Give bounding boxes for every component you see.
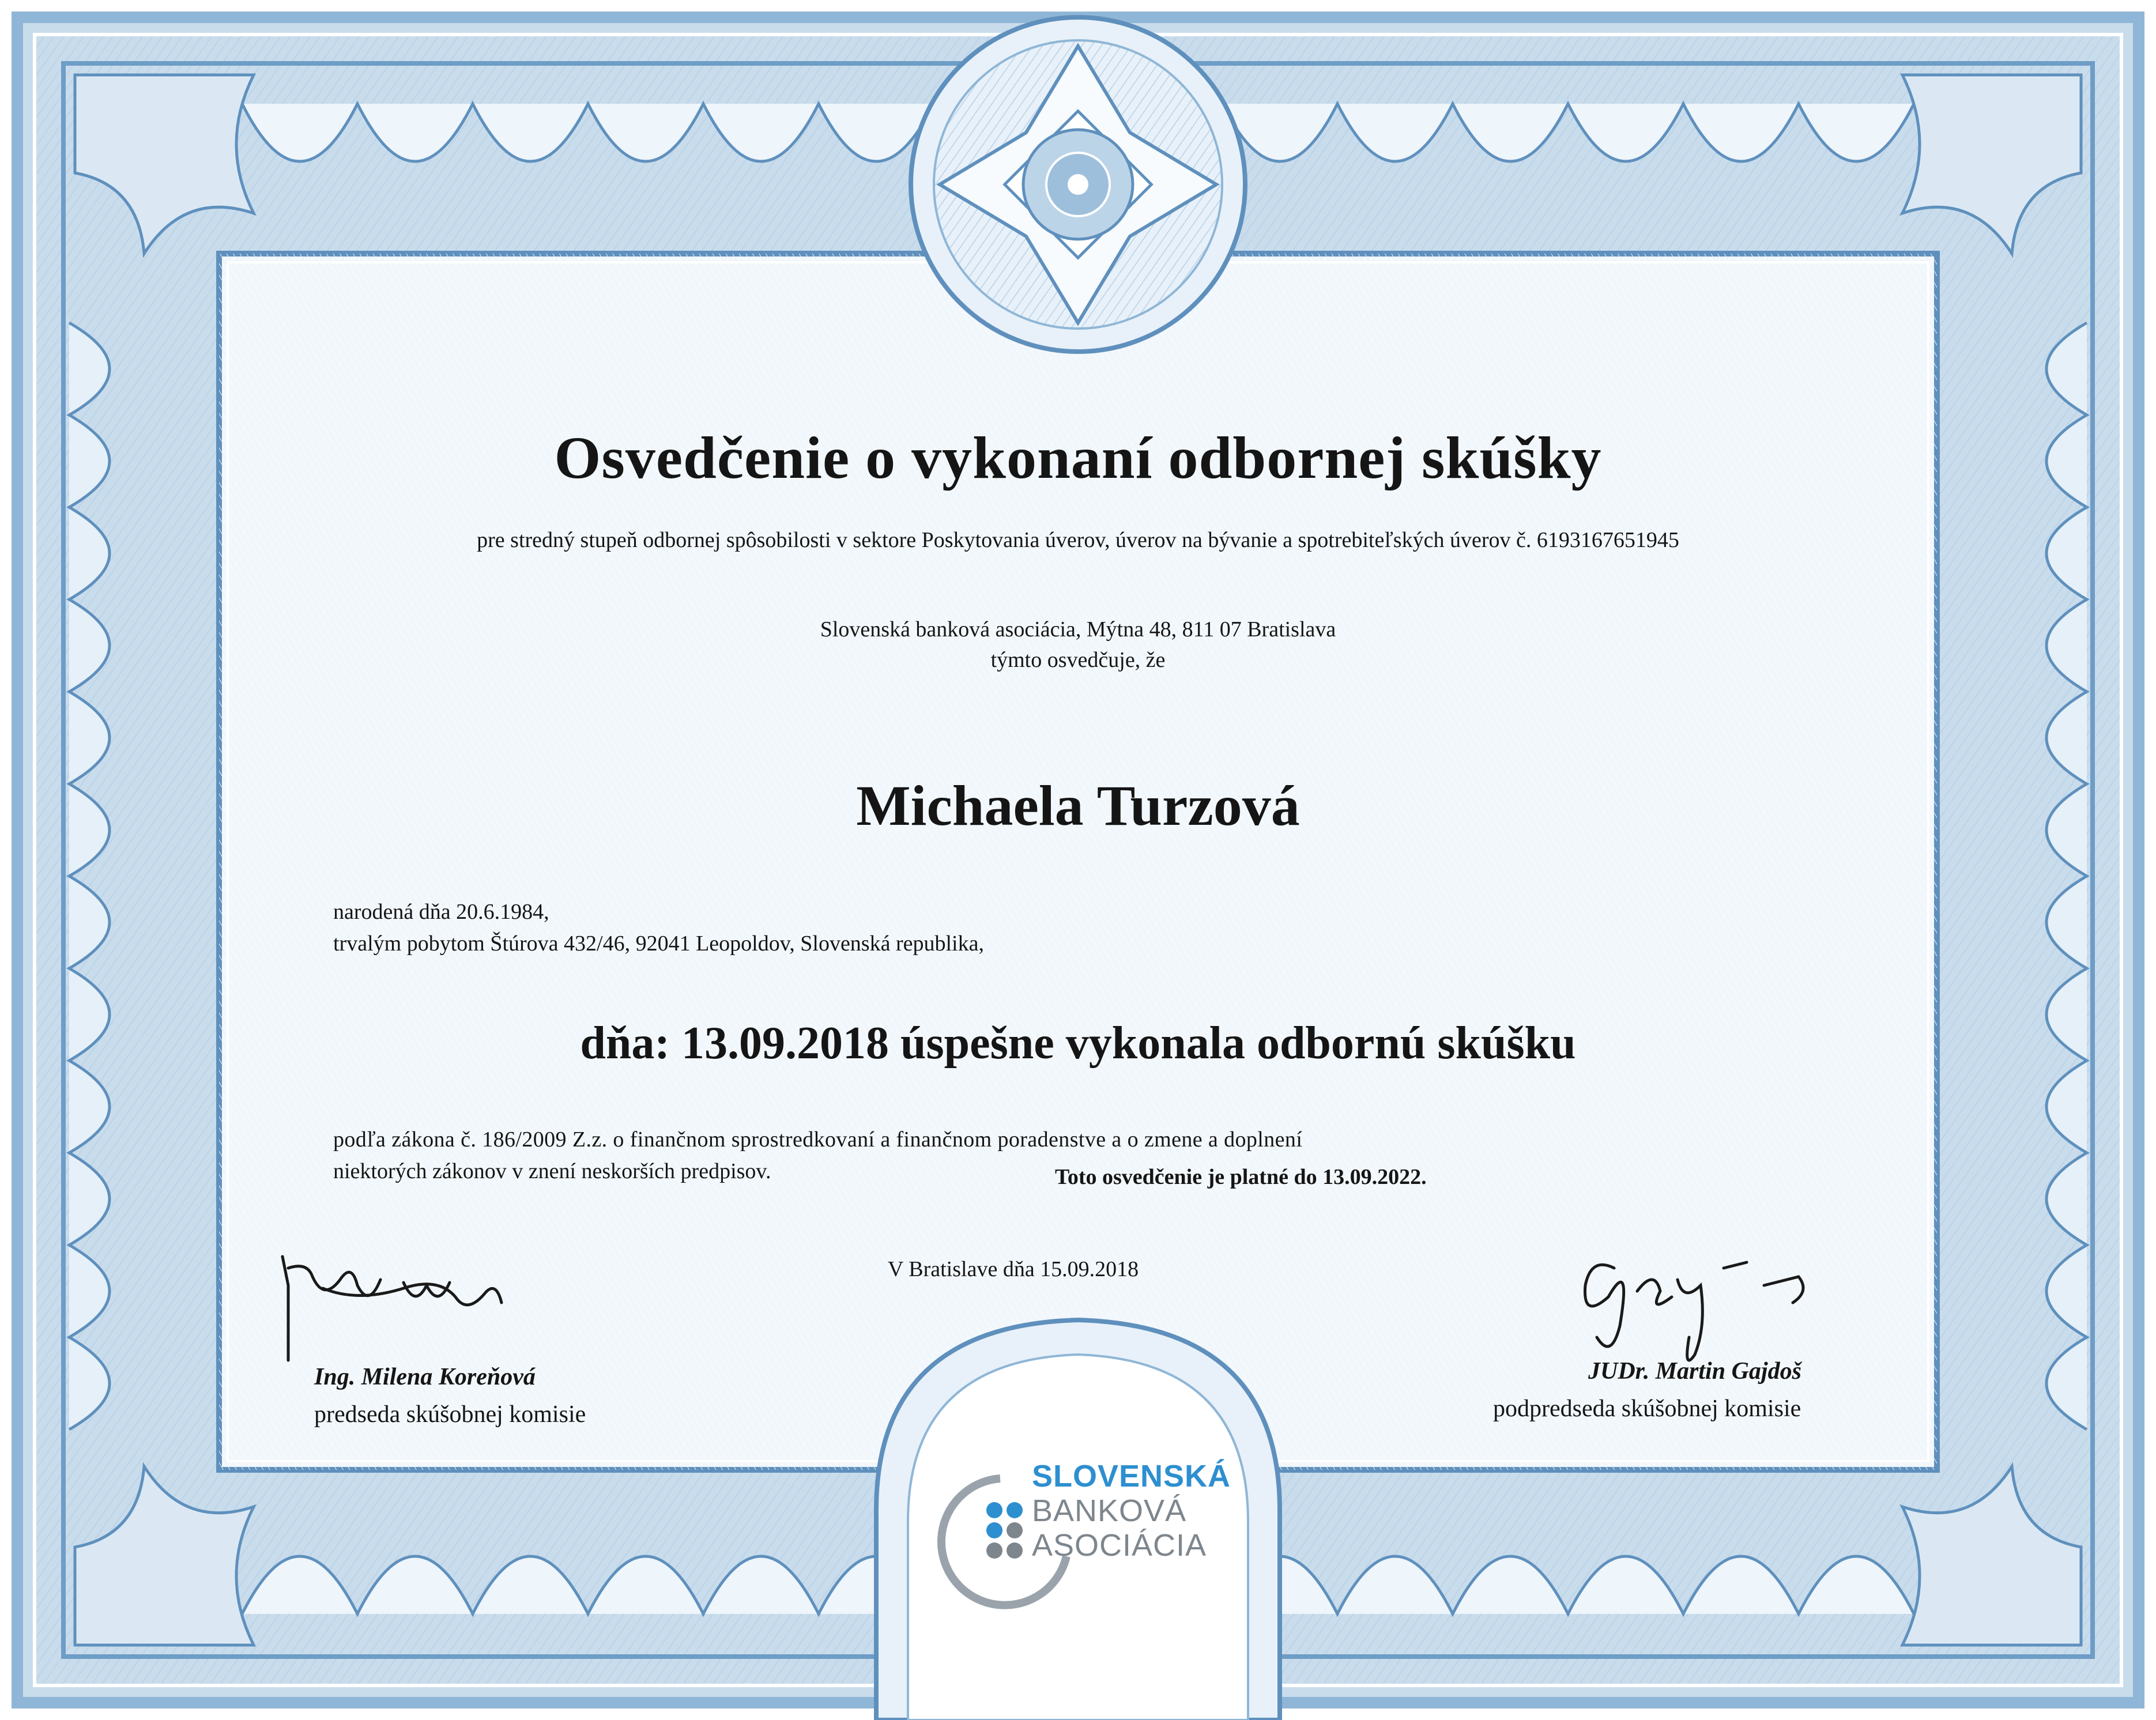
certifies-line: týmto osvedčuje, že [990,648,1166,672]
certificate-title: Osvedčenie o vykonaní odbornej skúšky [554,425,1602,491]
logo-text: ASOCIÁCIA [1032,1528,1207,1563]
certificate-subtitle: pre stredný stupeň odbornej spôsobilosti v sektore Poskytovania úverov, úverov na bývanie a spotrebiteľských úverov č. 6193167651945 [477,528,1679,552]
left-signatory-role: predseda skúšobnej komisie [314,1401,586,1428]
left-signatory-name: Ing. Milena Koreňová [314,1364,536,1390]
rosette-ornament-icon [911,17,1245,352]
birth-line: narodená dňa 20.6.1984, [333,900,549,924]
logo-text: SLOVENSKÁ [1032,1459,1231,1493]
law-line: podľa zákona č. 186/2009 Z.z. o finančnom sprostredkovaní a finančnom poradenstve a o zmene a doplnení [333,1127,1303,1152]
validity-line: Toto osvedčenie je platné do 13.09.2022. [1055,1165,1427,1189]
residence-line: trvalým pobytom Štúrova 432/46, 92041 Leopoldov, Slovenská republika, [333,931,984,956]
law-line: niektorých zákonov v znení neskorších predpisov. [333,1159,771,1183]
logo-text: BANKOVÁ [1032,1493,1187,1528]
place-date-line: V Bratislave dňa 15.09.2018 [888,1257,1139,1281]
exam-line: dňa: 13.09.2018 úspešne vykonala odbornú skúšku [580,1018,1576,1069]
right-signatory-name: JUDr. Martin Gajdoš [1588,1358,1801,1385]
holder-name: Michaela Turzová [856,774,1300,838]
right-signatory-role: podpredseda skúšobnej komisie [1493,1395,1801,1422]
issuer-line: Slovenská banková asociácia, Mýtna 48, 811 07 Bratislava [820,617,1336,642]
